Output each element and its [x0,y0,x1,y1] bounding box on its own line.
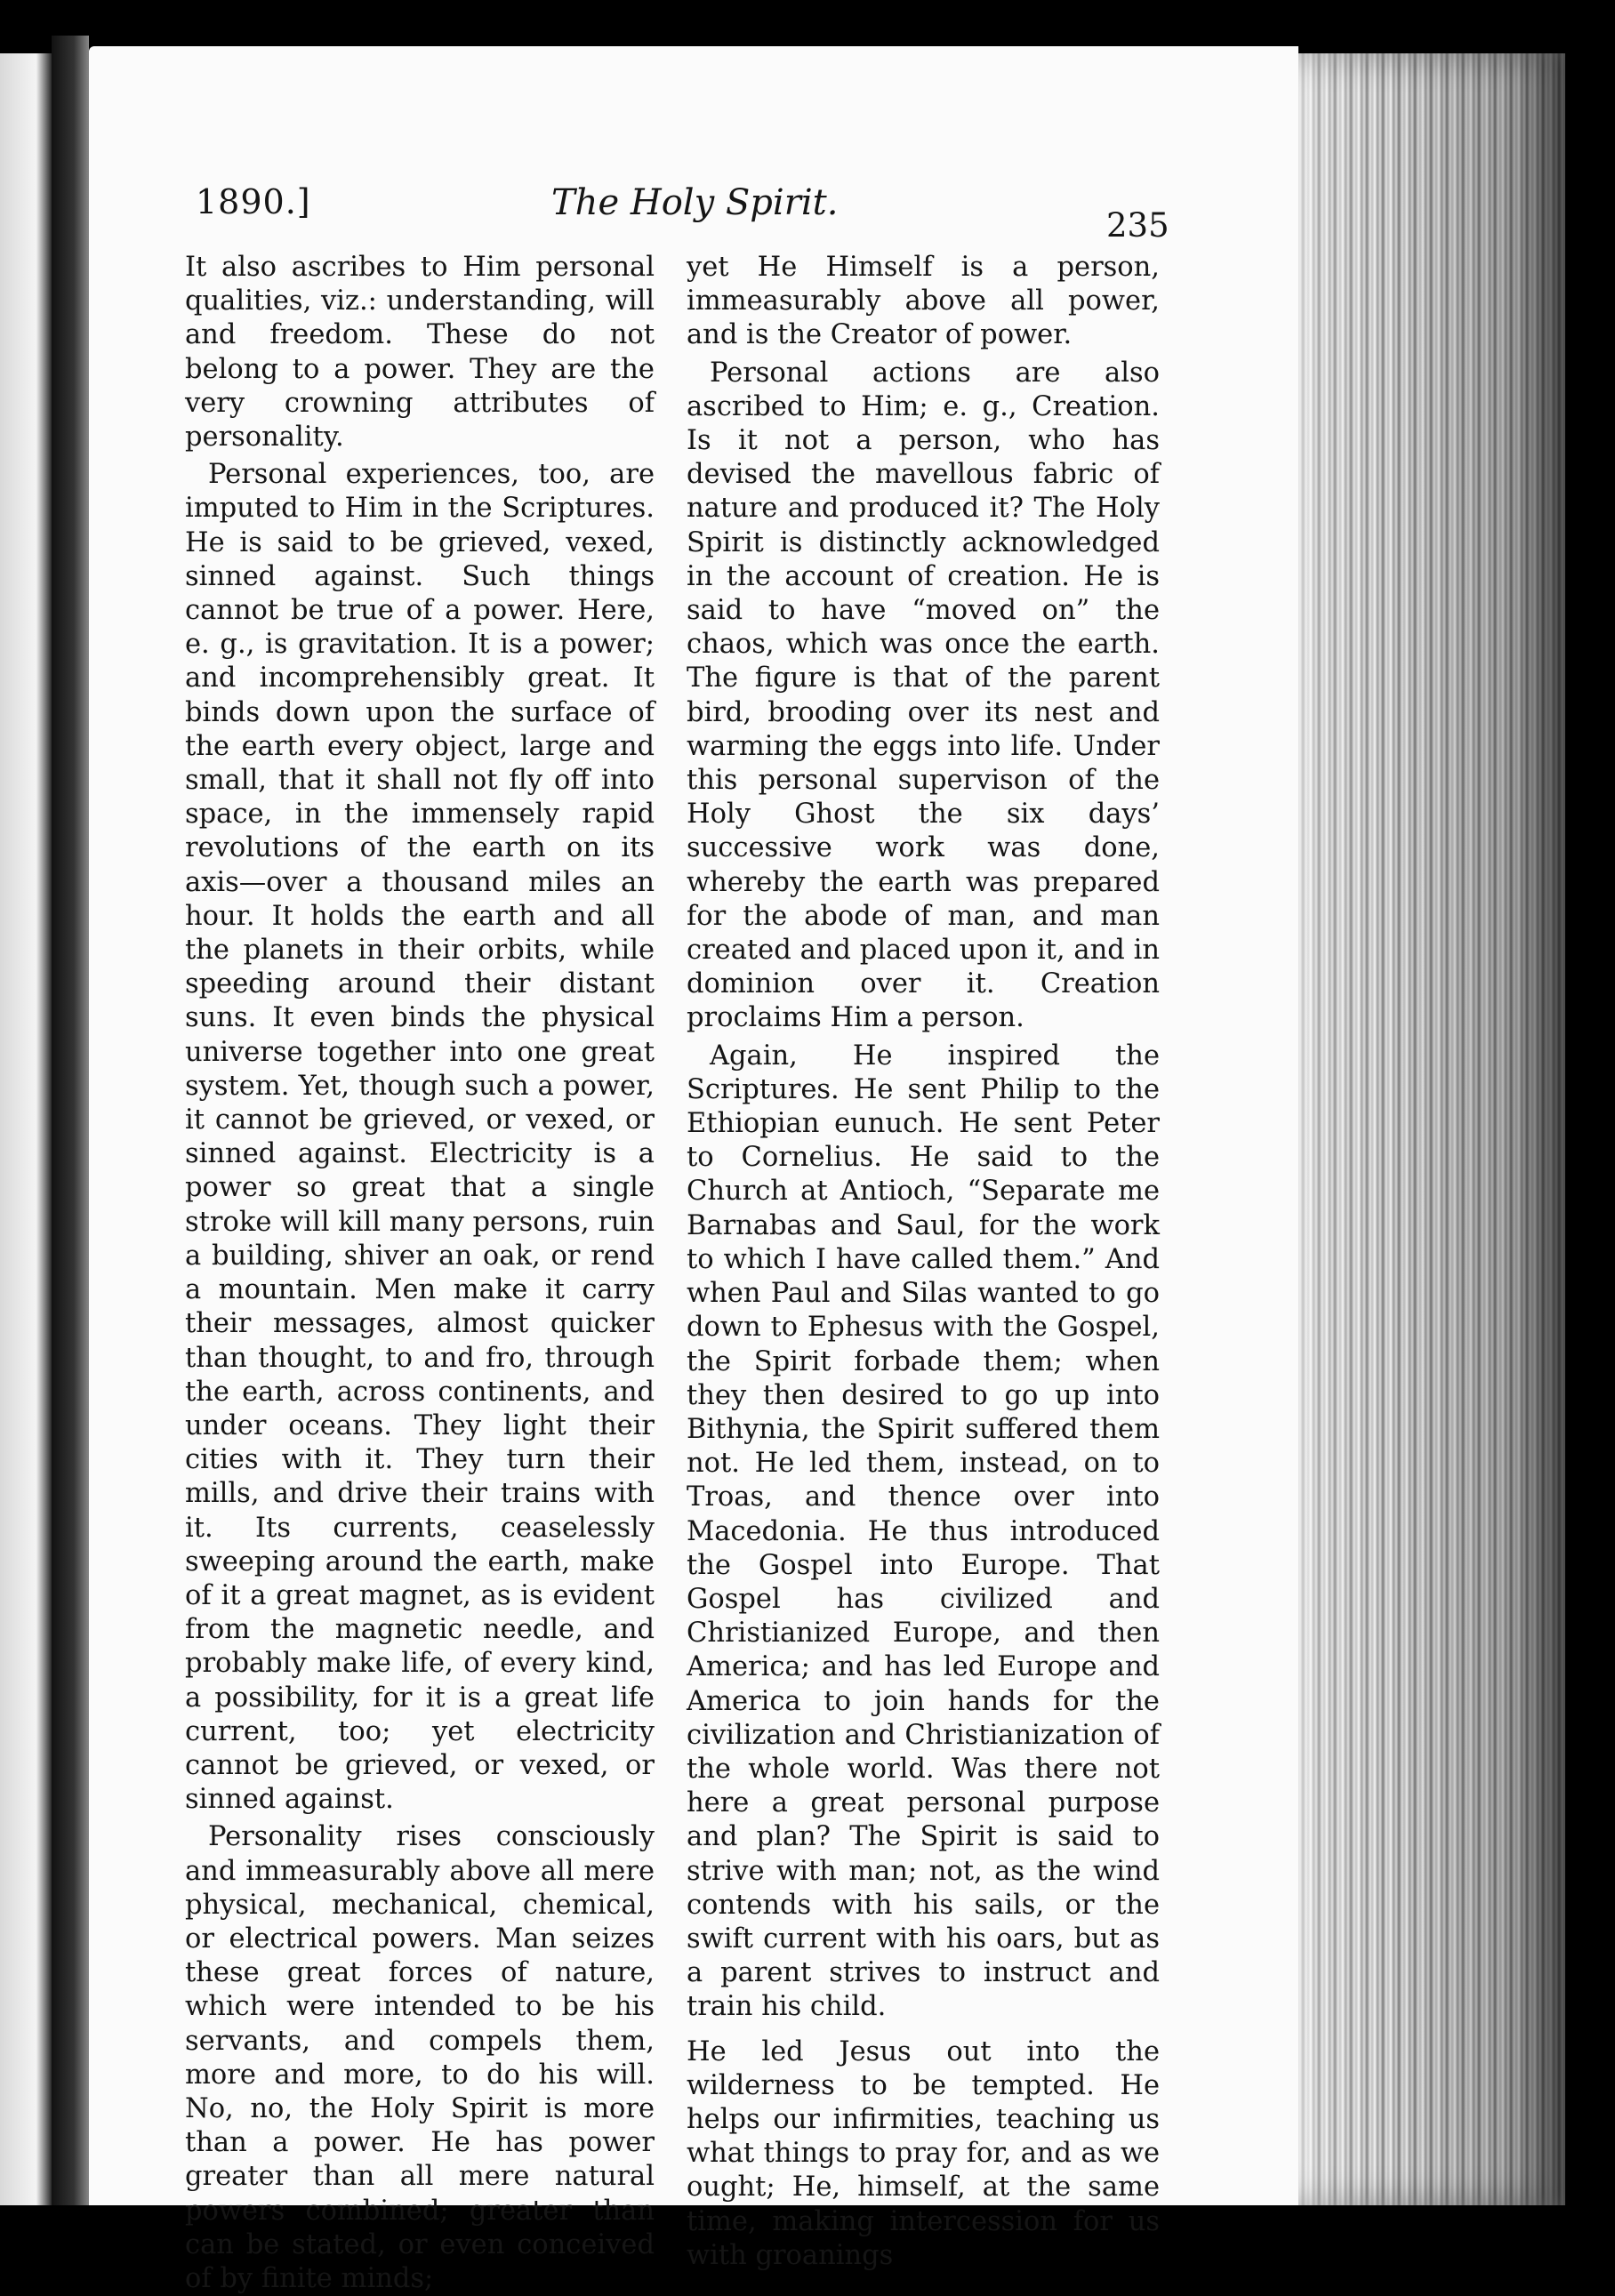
book-gutter [52,36,89,2205]
paragraph: yet He Himself is a person, immeasurably above all power, and is the Creator of power. [687,252,1160,351]
left-text-column [185,251,655,2296]
paragraph: It also ascribes to Him personal qualities, viz.: understanding, will and freedom. These do not belong to a power. They are the very crowning attributes of personality. [185,252,655,454]
paragraph: He led Jesus out into the wilderness to be tempted. He helps our infirmities, teaching us what things to pray for, and as we ought; He, himself, at the same time, making intercession for us with groanings [687,2035,1160,2271]
paragraph: Personality rises consciously and immeasurably above all mere physical, mechanical, chemical, or electrical powers. Man seizes these great forces of nature, which were intended to be his servants, and compels them, more and more, to do his will. No, no, the Holy Spirit is more than a power. He has power greater than all mere natural powers combined; greater than can be stated, or even conceived of by finite minds; [185,1821,655,2294]
page-edges-shadow [1290,53,1565,2205]
running-head-year: 1890.] [196,182,311,221]
left-page-edge [0,53,52,2205]
paragraph: Again, He inspired the Scriptures. He sent Philip to the Ethiopian eunuch. He sent Peter to Cornelius. He said to the Church at Antioch, “Separate me Barnabas and Saul, for the work to which I have called them.” And when Paul and Silas wanted to go down to Ephesus with the Gospel, the Spirit forbade them; when they then desired to go up into Bithynia, the Spirit suffered them not. He led them, instead, on to Troas, and thence over into Macedonia. He thus introduced the Gospel into Europe. That Gospel has civilized and Christianized Europe, and then America; and has led Europe and America to join hands for the civilization and Christianization of the whole world. Was there not here a great personal purpose and plan? The Spirit is said to strive with man; not, as the wind contends with his sails, or the swift current with his oars, but as a parent strives to instruct and train his child. [687,1040,1160,2023]
running-head-title: The Holy Spirit. [551,182,839,223]
page-number: 235 [1106,206,1169,245]
right-text-column [687,251,1160,2273]
paragraph: Personal actions are also ascribed to Him; e. g., Creation. Is it not a person, who has devised the mavellous fabric of nature and produced it? The Holy Spirit is distinctly acknowledged in the account of creation. He is said to have “moved on” the chaos, which was once the earth. The figure is that of the parent bird, brooding over its nest and warming the eggs into life. Under this personal supervison of the Holy Ghost the six days’ successive work was done, whereby the earth was prepared for the abode of man, and man created and placed upon it, and in dominion over it. Creation proclaims Him a person. [687,357,1160,1034]
paragraph: Personal experiences, too, are imputed to Him in the Scriptures. He is said to be grieved, vexed, sinned against. Such things cannot be true of a power. Here, e. g., is gravitation. It is a power; and incomprehensibly great. It binds down upon the surface of the earth every object, large and small, that it shall not fly off into space, in the immensely rapid revolutions of the earth on its axis—over a thousand miles an hour. It holds the earth and all the planets in their orbits, while speeding around their distant suns. It even binds the physical universe together into one great system. Yet, though such a power, it cannot be grieved, or vexed, or sinned against. Electricity is a power so great that a single stroke will kill many persons, ruin a building, shiver an oak, or rend a mountain. Men make it carry their messages, almost quicker than thought, to and fro, through the earth, across continents, and under oceans. They light their cities with it. They turn their mills, and drive their trains with it. Its currents, ceaselessly sweeping around the earth, make of it a great magnet, as is evident from the magnetic needle, and probably make life, of every kind, a possibility, for it is a great life current, too; yet electricity cannot be grieved, or vexed, or sinned against. [185,459,655,1816]
